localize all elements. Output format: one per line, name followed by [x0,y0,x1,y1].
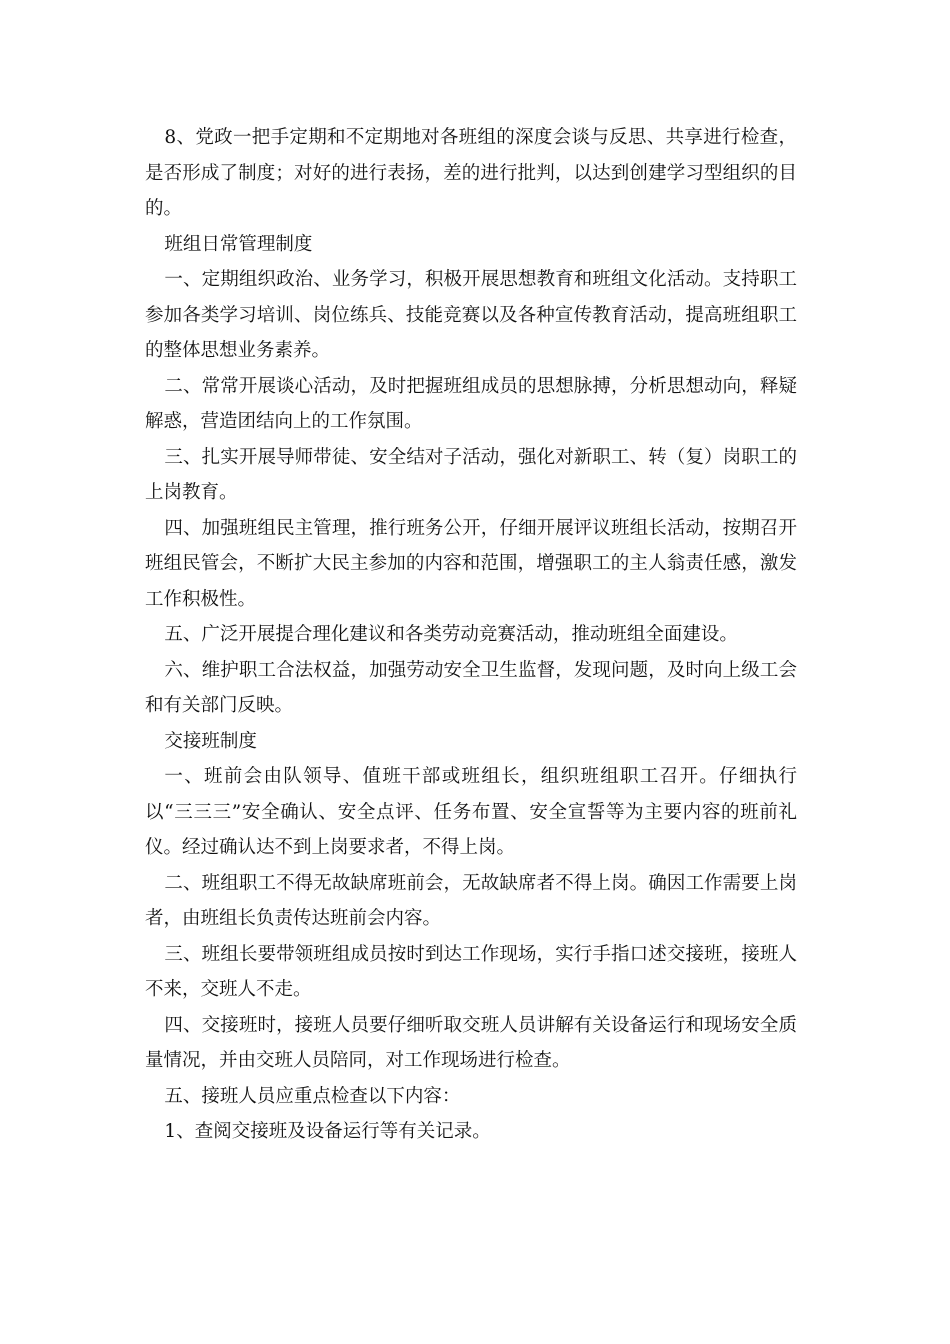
paragraph-handover-3-arrival: 三、班组长要带领班组成员按时到达工作现场，实行手指口述交接班，接班人不来，交班人不走。 [145,943,797,1000]
section-heading-shift-handover: 交接班制度 [164,730,257,752]
section-heading-daily-management: 班组日常管理制度 [164,233,313,255]
paragraph-handover-4-inspection: 四、交接班时，接班人员要仔细听取交班人员讲解有关设备运行和现场安全质量情况，并由交班人员陪同，对工作现场进行检查。 [145,1014,797,1071]
paragraph-handover-1-meeting: 一、班前会由队领导、值班干部或班组长，组织班组职工召开。仔细执行以“三三三”安全确认、安全点评、任务布置、安全宣誓等为主要内容的班前礼仪。经过确认达不到上岗要求者，不得上岗。 [145,766,797,858]
paragraph-handover-2-attendance: 二、班组职工不得无故缺席班前会，无故缺席者不得上岗。确因工作需要上岗者，由班组长负责传达班前会内容。 [145,872,797,929]
paragraph-party-leader-inspection: 8、党政一把手定期和不定期地对各班组的深度会谈与反思、共享进行检查，是否形成了制度；对好的进行表扬，差的进行批判，以达到创建学习型组织的目的。 [145,127,797,219]
paragraph-item-5-suggestions: 五、广泛开展提合理化建议和各类劳动竞赛活动，推动班组全面建设。 [164,624,738,645]
paragraph-item-3-mentoring: 三、扎实开展导师带徒、安全结对子活动，强化对新职工、转（复）岗职工的上岗教育。 [145,446,797,503]
paragraph-handover-5-1-records: 1、查阅交接班及设备运行等有关记录。 [164,1121,491,1142]
paragraph-handover-5-checklist: 五、接班人员应重点检查以下内容： [164,1085,461,1107]
paragraph-item-6-rights: 六、维护职工合法权益，加强劳动安全卫生监督，发现问题，及时向上级工会和有关部门反映。 [145,659,797,716]
paragraph-item-4-democracy: 四、加强班组民主管理，推行班务公开，仔细开展评议班组长活动，按期召开班组民管会，不断扩大民主参加的内容和范围，增强职工的主人翁责任感，激发工作积极性。 [145,517,797,610]
paragraph-item-1-study: 一、定期组织政治、业务学习，积极开展思想教育和班组文化活动。支持职工参加各类学习培训、岗位练兵、技能竞赛以及各种宣传教育活动，提高班组职工的整体思想业务素养。 [145,269,797,361]
document-body [145,120,797,1150]
paragraph-item-2-talks: 二、常常开展谈心活动，及时把握班组成员的思想脉搏，分析思想动向，释疑解惑，营造团结向上的工作氛围。 [145,375,797,432]
